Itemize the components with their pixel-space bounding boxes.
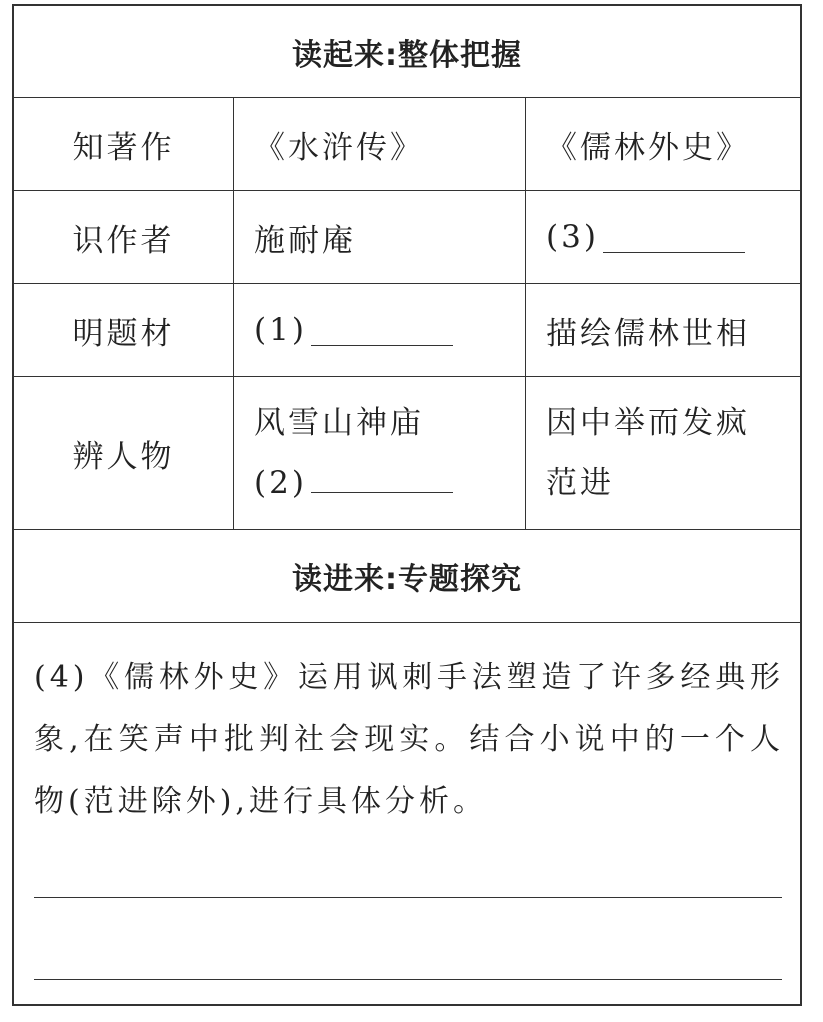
row-label-cell bbox=[14, 377, 234, 529]
row-label-author: 识作者 bbox=[72, 222, 175, 259]
water-margin-cell bbox=[234, 377, 526, 529]
row-label-work: 知著作 bbox=[72, 129, 175, 166]
blank-2-label: (2) bbox=[254, 465, 307, 501]
blank-2-answer-line[interactable] bbox=[311, 462, 453, 493]
episode-water-margin: 风雪山神庙 bbox=[254, 405, 424, 441]
author-water-margin: 施耐庵 bbox=[254, 222, 356, 259]
episode-scholars: 因中举而发疯 bbox=[546, 405, 750, 441]
table-row-theme bbox=[14, 284, 800, 377]
blank-3-label: (3) bbox=[546, 219, 599, 255]
section-header-inquiry bbox=[14, 530, 800, 623]
question-area bbox=[14, 623, 800, 1004]
character-scholars: 范进 bbox=[546, 465, 614, 501]
blank-3-answer-line[interactable] bbox=[603, 222, 745, 253]
scholars-cell bbox=[526, 377, 800, 529]
table-row-work bbox=[14, 98, 800, 191]
section-title-inquiry: 读进来:专题探究 bbox=[292, 562, 522, 597]
blank-1-answer-line[interactable] bbox=[311, 315, 453, 346]
row-label-characters: 辨人物 bbox=[72, 438, 175, 475]
table-row-characters bbox=[14, 377, 800, 530]
book-title-scholars: 《儒林外史》 bbox=[546, 129, 750, 166]
section-title-overall: 读起来:整体把握 bbox=[292, 37, 522, 73]
table-row-author bbox=[14, 191, 800, 284]
scholars-cell bbox=[526, 191, 800, 283]
scholars-cell bbox=[526, 284, 800, 376]
answer-line-1[interactable] bbox=[34, 897, 782, 898]
water-margin-cell bbox=[234, 98, 526, 190]
theme-scholars: 描绘儒林世相 bbox=[546, 315, 750, 352]
row-label-cell bbox=[14, 98, 234, 190]
section-header-overall bbox=[14, 6, 800, 98]
blank-2-row bbox=[254, 453, 453, 513]
row-label-theme: 明题材 bbox=[72, 315, 175, 352]
blank-1-label: (1) bbox=[254, 312, 307, 348]
book-title-water-margin: 《水浒传》 bbox=[254, 129, 424, 166]
row-label-cell bbox=[14, 284, 234, 376]
water-margin-cell bbox=[234, 284, 526, 376]
water-margin-cell bbox=[234, 191, 526, 283]
question-text: (4)《儒林外史》运用讽刺手法塑造了许多经典形象,在笑声中批判社会现实。结合小说中的一个人物(范进除外),进行具体分析。 bbox=[34, 660, 784, 819]
answer-line-2[interactable] bbox=[34, 979, 782, 980]
scholars-cell bbox=[526, 98, 800, 190]
worksheet-table bbox=[12, 4, 802, 1006]
row-label-cell bbox=[14, 191, 234, 283]
